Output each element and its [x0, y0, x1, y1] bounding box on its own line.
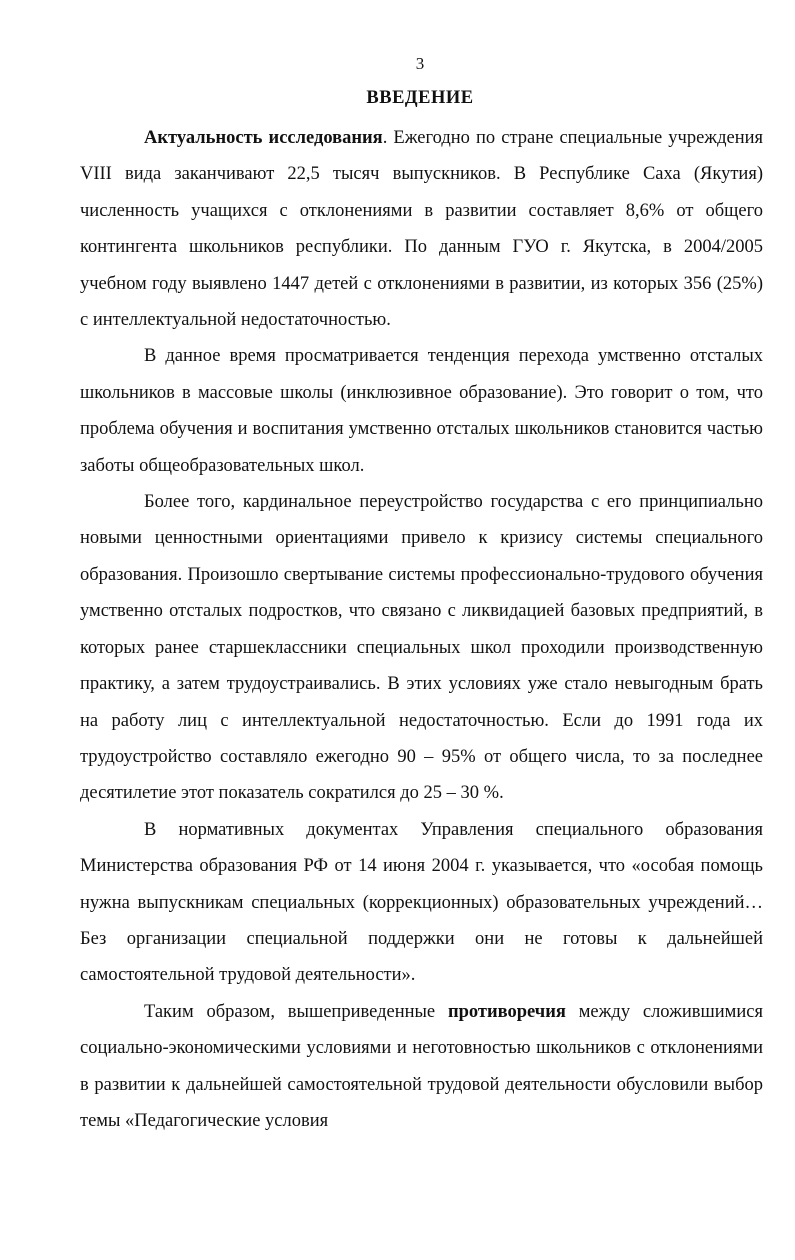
page-number: 3: [415, 54, 425, 73]
relevance-label: Актуальность исследования: [144, 128, 383, 148]
paragraph-text: . Ежегодно по стране специальные учреждения VIII вида заканчивают 22,5 тысяч выпускников. В Республике Саха (Якутия) численность учащихся с отклонениями в развитии составляет 8,6% от общего контингента школьников республики. По данным ГУО г. Якутска, в 2004/2005 учебном году выявлено 1447 детей с отклонениями в развитии, из которых 356 (25%) с интеллектуальной недостаточностью.: [80, 128, 763, 331]
paragraph-contradictions: [80, 994, 763, 1140]
paragraph-text: между сложившимися социально-экономическими условиями и неготовностью школьников с отклонениями в развитии к дальнейшей самостоятельной трудовой деятельности обусловили выбор темы «Педагогические условия: [80, 1001, 763, 1131]
section-heading: ВВЕДЕНИЕ: [366, 88, 474, 108]
paragraph-normative-docs: В нормативных документах Управления специального образования Министерства образования РФ от 14 июня 2004 г. указывается, что «особая помощь нужна выпускникам специальных (коррекционных) образовательных учреждений… Без организации специальной поддержки они не готовы к дальнейшей самостоятельной трудовой деятельности».: [80, 819, 763, 986]
paragraph-relevance: [80, 120, 763, 338]
paragraph-text: Таким образом, вышеприведенные: [144, 1001, 448, 1022]
paragraph-crisis: Более того, кардинальное переустройство государства с его принципиально новыми ценностными ориентациями привело к кризису системы специального образования. Произошло свертывание системы профессионально-трудового обучения умственно отсталых подростков, что связано с ликвидацией базовых предприятий, в которых ранее старшеклассники специальных школ проходили производственную практику, а затем трудоустраивались. В этих условиях уже стало невыгодным брать на работу лиц с интеллектуальной недостаточностью. Если до 1991 года их трудоустройство составляло ежегодно 90 – 95% от общего числа, то за последнее десятилетие этот показатель сократился до 25 – 30 %.: [80, 492, 763, 804]
paragraph-trend: В данное время просматривается тенденция перехода умственно отсталых школьников в массовые школы (инклюзивное образование). Это говорит о том, что проблема обучения и воспитания умственно отсталых школьников становится частью заботы общеобразовательных школ.: [80, 346, 763, 476]
body-text: [80, 120, 763, 1139]
contradictions-term: противоречия: [447, 1001, 566, 1022]
